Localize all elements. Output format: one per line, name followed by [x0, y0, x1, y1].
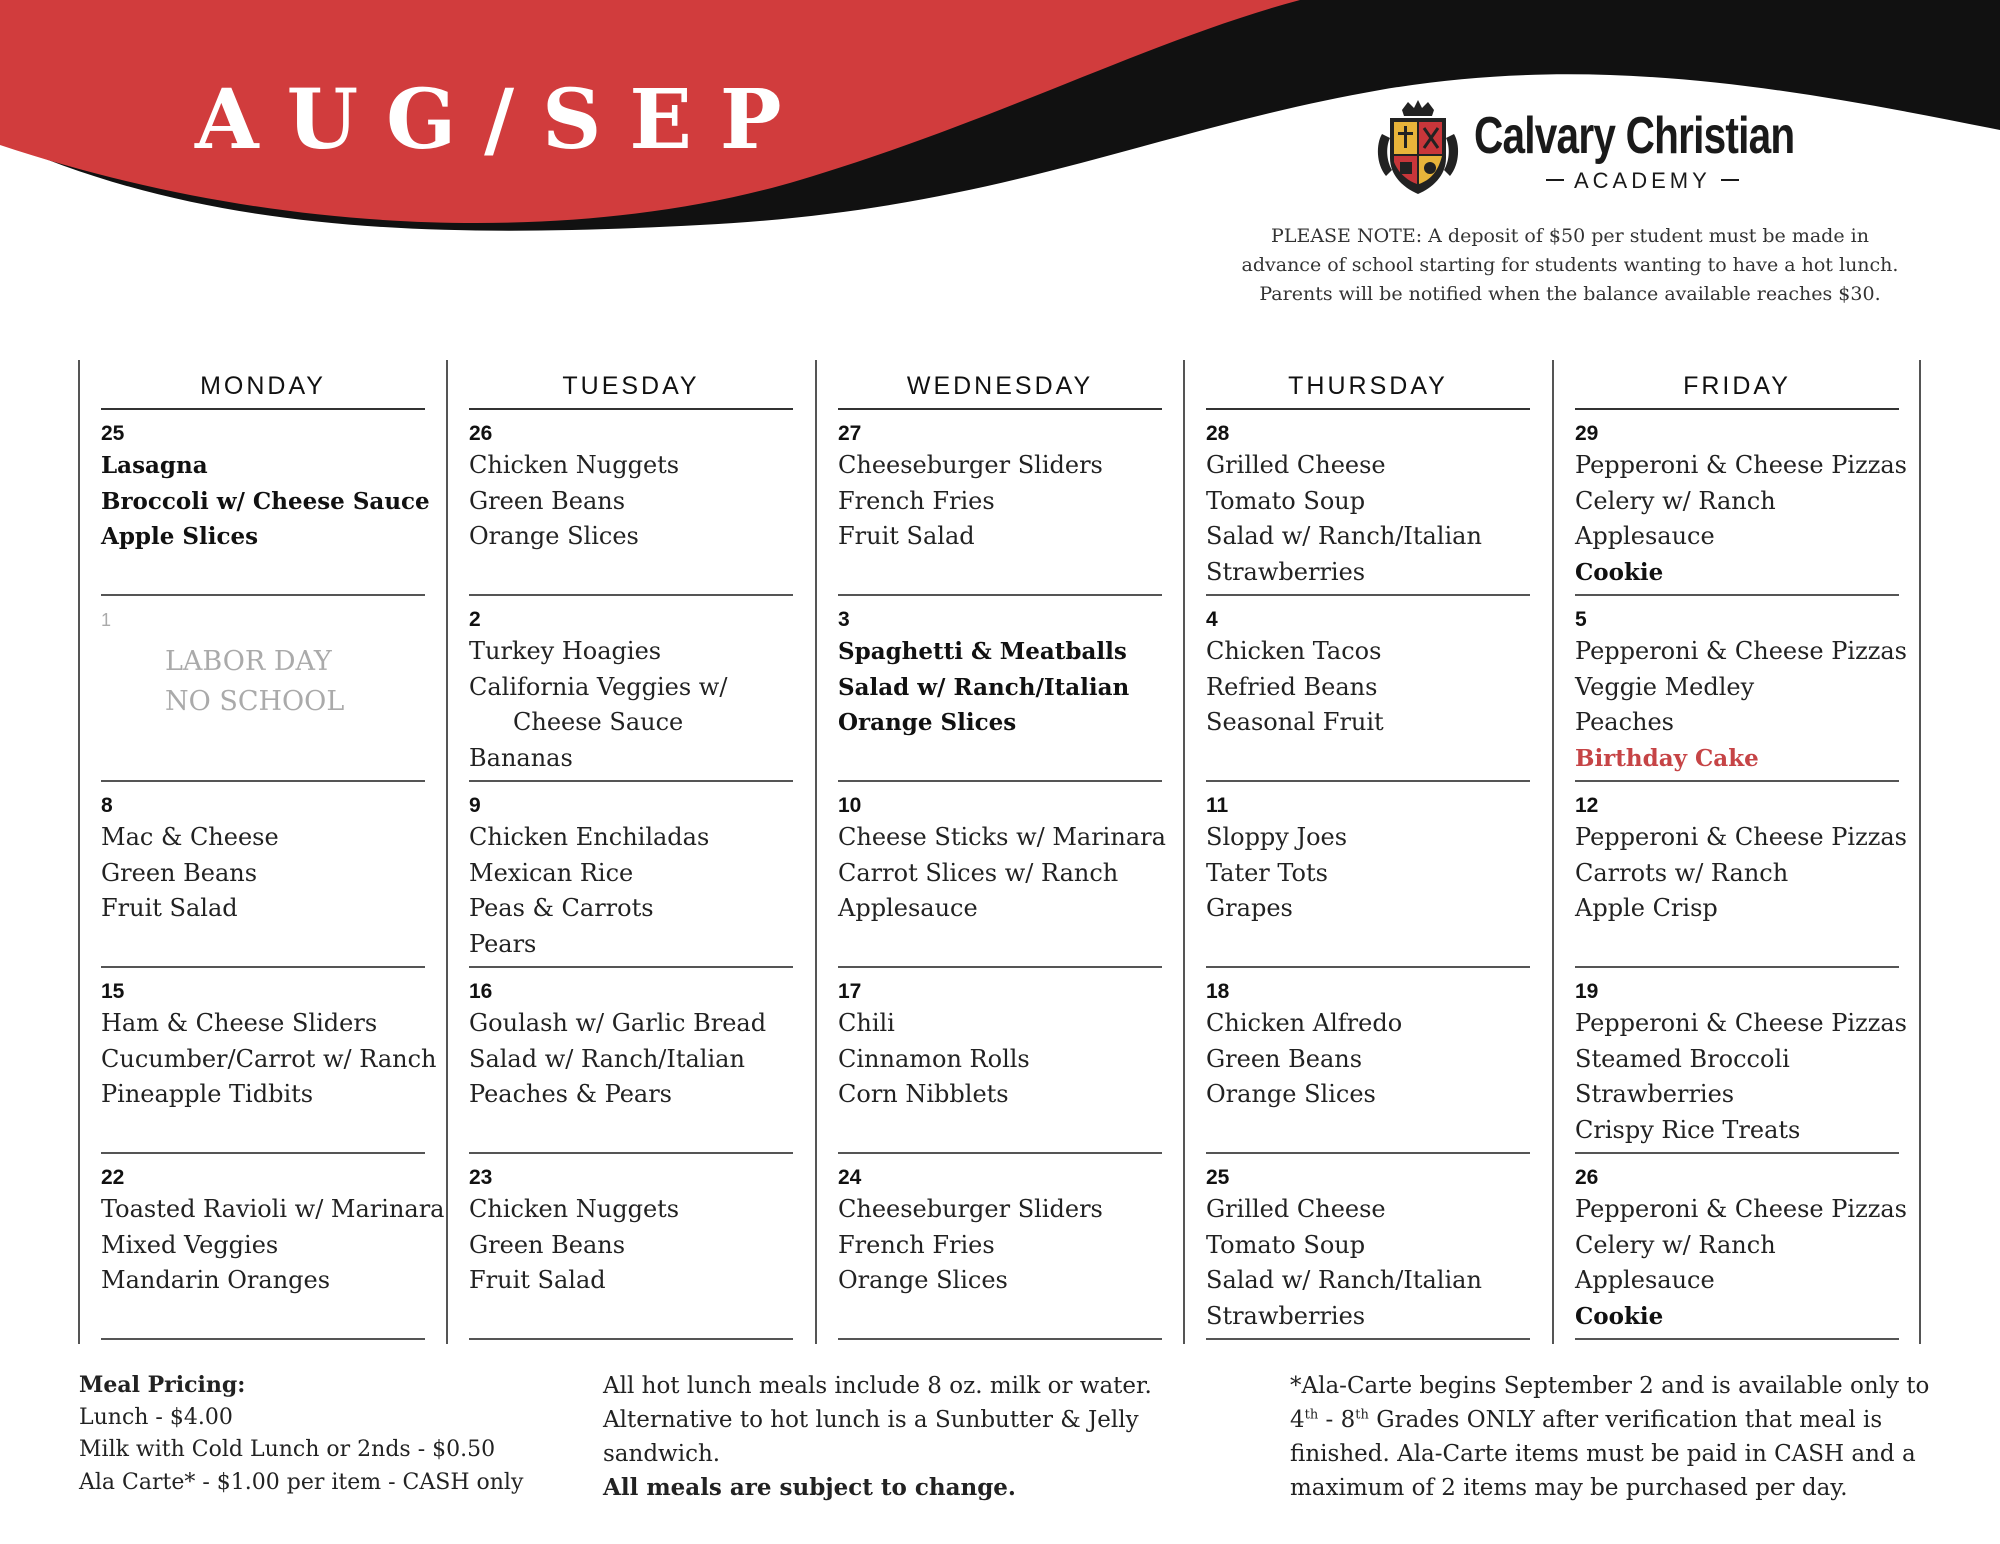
menu-item: Grapes [1206, 894, 1293, 922]
date-number: 2 [469, 608, 481, 631]
date-number: 19 [1575, 980, 1599, 1003]
menu-item: Strawberries [1206, 557, 1366, 586]
logo-subtitle: ACADEMY [1536, 168, 1749, 194]
menu-item: Refried Beans [1206, 672, 1378, 701]
day-header: THURSDAY [1206, 360, 1530, 410]
pricing-line: Ala Carte* - $1.00 per item - CASH only [79, 1469, 524, 1495]
menu-cell [1575, 1154, 1907, 1340]
column-divider [78, 360, 80, 1344]
date-number: 10 [838, 794, 862, 817]
menu-item: Orange Slices [838, 709, 1017, 736]
menu-item: Chicken Tacos [1206, 637, 1382, 665]
menu-item: Orange Slices [838, 1266, 1008, 1294]
date-number: 27 [838, 422, 862, 445]
menu-item: Tomato Soup [1206, 1230, 1366, 1259]
date-number: 9 [469, 794, 481, 817]
date-number: 5 [1575, 608, 1587, 631]
column-divider [1919, 360, 1921, 1344]
column-divider [1552, 360, 1554, 1344]
menu-item: Strawberries [1575, 1080, 1735, 1108]
menu-item: Bananas [469, 743, 573, 772]
menu-cell [101, 596, 425, 782]
day-header: MONDAY [101, 360, 425, 410]
menu-item: Salad w/ Ranch/Italian [469, 1044, 745, 1073]
menu-item: Celery w/ Ranch [1575, 1230, 1776, 1259]
date-number: 24 [838, 1166, 862, 1189]
menu-item: Lasagna [101, 452, 208, 479]
menu-item: Corn Nibblets [838, 1080, 1009, 1108]
info-line: Alternative to hot lunch is a Sunbutter & Jelly [603, 1407, 1139, 1433]
date-number: 12 [1575, 794, 1599, 817]
pricing-line: Milk with Cold Lunch or 2nds - $0.50 [79, 1437, 496, 1462]
menu-item: Pepperoni & Cheese Pizzas [1575, 1009, 1907, 1037]
date-number: 16 [469, 980, 493, 1003]
menu-cell [1206, 968, 1530, 1154]
menu-item: Salad w/ Ranch/Italian [838, 673, 1130, 701]
deposit-note [1210, 222, 1930, 309]
menu-item: Fruit Salad [838, 522, 975, 550]
page-title: AUG/SEP [195, 72, 810, 168]
menu-item: Green Beans [469, 486, 626, 515]
ala-carte-note [1290, 1369, 1970, 1505]
menu-item: Turkey Hoagies [469, 637, 662, 665]
menu-item: Veggie Medley [1575, 672, 1755, 701]
alacarte-line: *Ala-Carte begins September 2 and is available only to [1290, 1373, 1930, 1399]
date-number: 28 [1206, 422, 1230, 445]
date-number: 23 [469, 1166, 493, 1189]
menu-item-highlight: Birthday Cake [1575, 744, 1759, 772]
change-notice: All meals are subject to change. [603, 1474, 1016, 1501]
date-number: 3 [838, 608, 850, 631]
date-number: 8 [101, 794, 113, 817]
menu-item: Cookie [1575, 1302, 1664, 1330]
column-divider [446, 360, 448, 1344]
menu-item: Goulash w/ Garlic Bread [469, 1009, 767, 1037]
menu-item: Peas & Carrots [469, 894, 654, 922]
menu-cell [101, 782, 425, 968]
menu-item: Grilled Cheese [1206, 451, 1386, 479]
date-number: 11 [1206, 794, 1229, 817]
menu-cell [1206, 410, 1530, 596]
menu-item: Cinnamon Rolls [838, 1044, 1030, 1073]
column-divider [815, 360, 817, 1344]
menu-cell [838, 782, 1166, 968]
meal-pricing [79, 1369, 599, 1499]
menu-item: Toasted Ravioli w/ Marinara [101, 1195, 445, 1223]
alacarte-line: 4th - 8th Grades ONLY after verification that meal is [1290, 1407, 1883, 1433]
date-number: 15 [101, 980, 125, 1003]
menu-item: Pepperoni & Cheese Pizzas [1575, 1195, 1907, 1223]
day-column-wednesday [838, 360, 1166, 1340]
menu-item: Chicken Alfredo [1206, 1009, 1403, 1037]
menu-item: Pepperoni & Cheese Pizzas [1575, 451, 1907, 479]
menu-item: Cookie [1575, 558, 1664, 586]
note-line: advance of school starting for students wanting to have a hot lunch. [1241, 254, 1899, 276]
menu-item: Spaghetti & Meatballs [838, 638, 1127, 665]
pricing-line: Lunch - $4.00 [79, 1404, 233, 1430]
menu-cell [469, 410, 793, 596]
menu-item: Cheese Sauce [513, 708, 684, 736]
day-column-friday [1575, 360, 1907, 1340]
date-number: 25 [1206, 1166, 1230, 1189]
menu-item: Mixed Veggies [101, 1230, 279, 1259]
info-line: All hot lunch meals include 8 oz. milk or water. [603, 1373, 1152, 1399]
day-header: TUESDAY [469, 360, 793, 410]
menu-item: Tater Tots [1206, 858, 1328, 887]
menu-item: Fruit Salad [469, 1266, 606, 1294]
crest-icon [1372, 100, 1464, 196]
menu-cell [101, 410, 430, 596]
menu-item: California Veggies w/ [469, 672, 728, 701]
menu-cell [1206, 1154, 1530, 1340]
day-column-tuesday [469, 360, 793, 1340]
menu-item: Ham & Cheese Sliders [101, 1009, 378, 1037]
menu-item: Pineapple Tidbits [101, 1080, 314, 1108]
menu-item: Steamed Broccoli [1575, 1044, 1790, 1073]
menu-item: Applesauce [1575, 1266, 1715, 1294]
holiday-line: NO SCHOOL [165, 686, 345, 717]
menu-cell [101, 1154, 445, 1340]
menu-item: Broccoli w/ Cheese Sauce [101, 487, 430, 515]
menu-item: Green Beans [101, 858, 258, 887]
menu-item: Mexican Rice [469, 858, 634, 887]
note-line: PLEASE NOTE: A deposit of $50 per student must be made in [1271, 225, 1869, 247]
day-header: FRIDAY [1575, 360, 1899, 410]
menu-item: French Fries [838, 486, 995, 515]
menu-cell [1575, 410, 1907, 596]
day-header: WEDNESDAY [838, 360, 1162, 410]
menu-item: Cheese Sticks w/ Marinara [838, 823, 1166, 851]
menu-item: Pepperoni & Cheese Pizzas [1575, 823, 1907, 851]
menu-item: Apple Slices [101, 523, 259, 550]
menu-item: French Fries [838, 1230, 995, 1259]
menu-item: Cheeseburger Sliders [838, 451, 1103, 479]
note-line: Parents will be notified when the balance available reaches $30. [1259, 283, 1881, 305]
menu-item: Mandarin Oranges [101, 1266, 331, 1294]
info-line: sandwich. [603, 1441, 721, 1467]
menu-item: Sloppy Joes [1206, 823, 1348, 851]
menu-item: Celery w/ Ranch [1575, 486, 1776, 515]
date-number: 25 [101, 422, 125, 445]
menu-cell [838, 596, 1162, 782]
menu-item: Carrot Slices w/ Ranch [838, 858, 1119, 887]
menu-item: Cheeseburger Sliders [838, 1195, 1103, 1223]
menu-item: Pears [469, 929, 537, 958]
menu-item: Chicken Enchiladas [469, 823, 710, 851]
menu-cell [1575, 596, 1907, 782]
column-divider [1183, 360, 1185, 1344]
menu-item: Applesauce [838, 894, 978, 922]
date-number: 26 [1575, 1166, 1599, 1189]
menu-item: Grilled Cheese [1206, 1195, 1386, 1223]
menu-item: Chicken Nuggets [469, 1195, 680, 1223]
menu-item: Peaches & Pears [469, 1080, 672, 1108]
menu-item: Applesauce [1575, 522, 1715, 550]
day-column-thursday [1206, 360, 1530, 1340]
menu-cell [838, 1154, 1162, 1340]
menu-item: Green Beans [469, 1230, 626, 1259]
date-number: 29 [1575, 422, 1599, 445]
menu-item: Carrots w/ Ranch [1575, 858, 1789, 887]
meal-info [603, 1369, 1203, 1505]
menu-cell [838, 968, 1162, 1154]
day-column-monday [101, 360, 445, 1340]
menu-item: Crispy Rice Treats [1575, 1115, 1801, 1144]
menu-cell [1575, 968, 1907, 1154]
date-number: 26 [469, 422, 493, 445]
menu-cell [1206, 596, 1530, 782]
menu-cell [1206, 782, 1530, 968]
holiday-line: LABOR DAY [165, 646, 332, 677]
menu-item: Tomato Soup [1206, 486, 1366, 515]
date-number: 17 [838, 980, 862, 1003]
menu-item: Green Beans [1206, 1044, 1363, 1073]
menu-item: Salad w/ Ranch/Italian [1206, 1266, 1482, 1294]
alacarte-line: maximum of 2 items may be purchased per day. [1290, 1475, 1848, 1501]
menu-cell [469, 782, 793, 968]
menu-item: Orange Slices [1206, 1080, 1376, 1108]
menu-cell [469, 596, 793, 782]
menu-cell [469, 968, 793, 1154]
menu-cell [101, 968, 437, 1154]
menu-item: Strawberries [1206, 1301, 1366, 1330]
menu-item: Chicken Nuggets [469, 451, 680, 479]
menu-cell [838, 410, 1162, 596]
alacarte-line: finished. Ala-Carte items must be paid in CASH and a [1290, 1441, 1916, 1467]
date-number: 4 [1206, 608, 1218, 631]
menu-item: Pepperoni & Cheese Pizzas [1575, 637, 1907, 665]
school-logo [1372, 100, 1795, 200]
menu-item: Salad w/ Ranch/Italian [1206, 522, 1482, 550]
menu-item: Apple Crisp [1575, 894, 1718, 922]
date-number: 1 [101, 610, 112, 630]
holiday-notice [101, 634, 425, 722]
menu-item: Mac & Cheese [101, 823, 279, 851]
menu-cell [469, 1154, 793, 1340]
menu-item: Seasonal Fruit [1206, 708, 1384, 736]
date-number: 18 [1206, 980, 1230, 1003]
menu-item: Fruit Salad [101, 894, 238, 922]
menu-item: Chili [838, 1009, 895, 1037]
menu-cell [1575, 782, 1907, 968]
menu-item: Cucumber/Carrot w/ Ranch [101, 1044, 437, 1073]
date-number: 22 [101, 1166, 125, 1189]
menu-item: Orange Slices [469, 522, 639, 550]
logo-name: Calvary Christian [1474, 107, 1795, 165]
menu-item: Peaches [1575, 708, 1674, 736]
pricing-title: Meal Pricing: [79, 1372, 246, 1398]
